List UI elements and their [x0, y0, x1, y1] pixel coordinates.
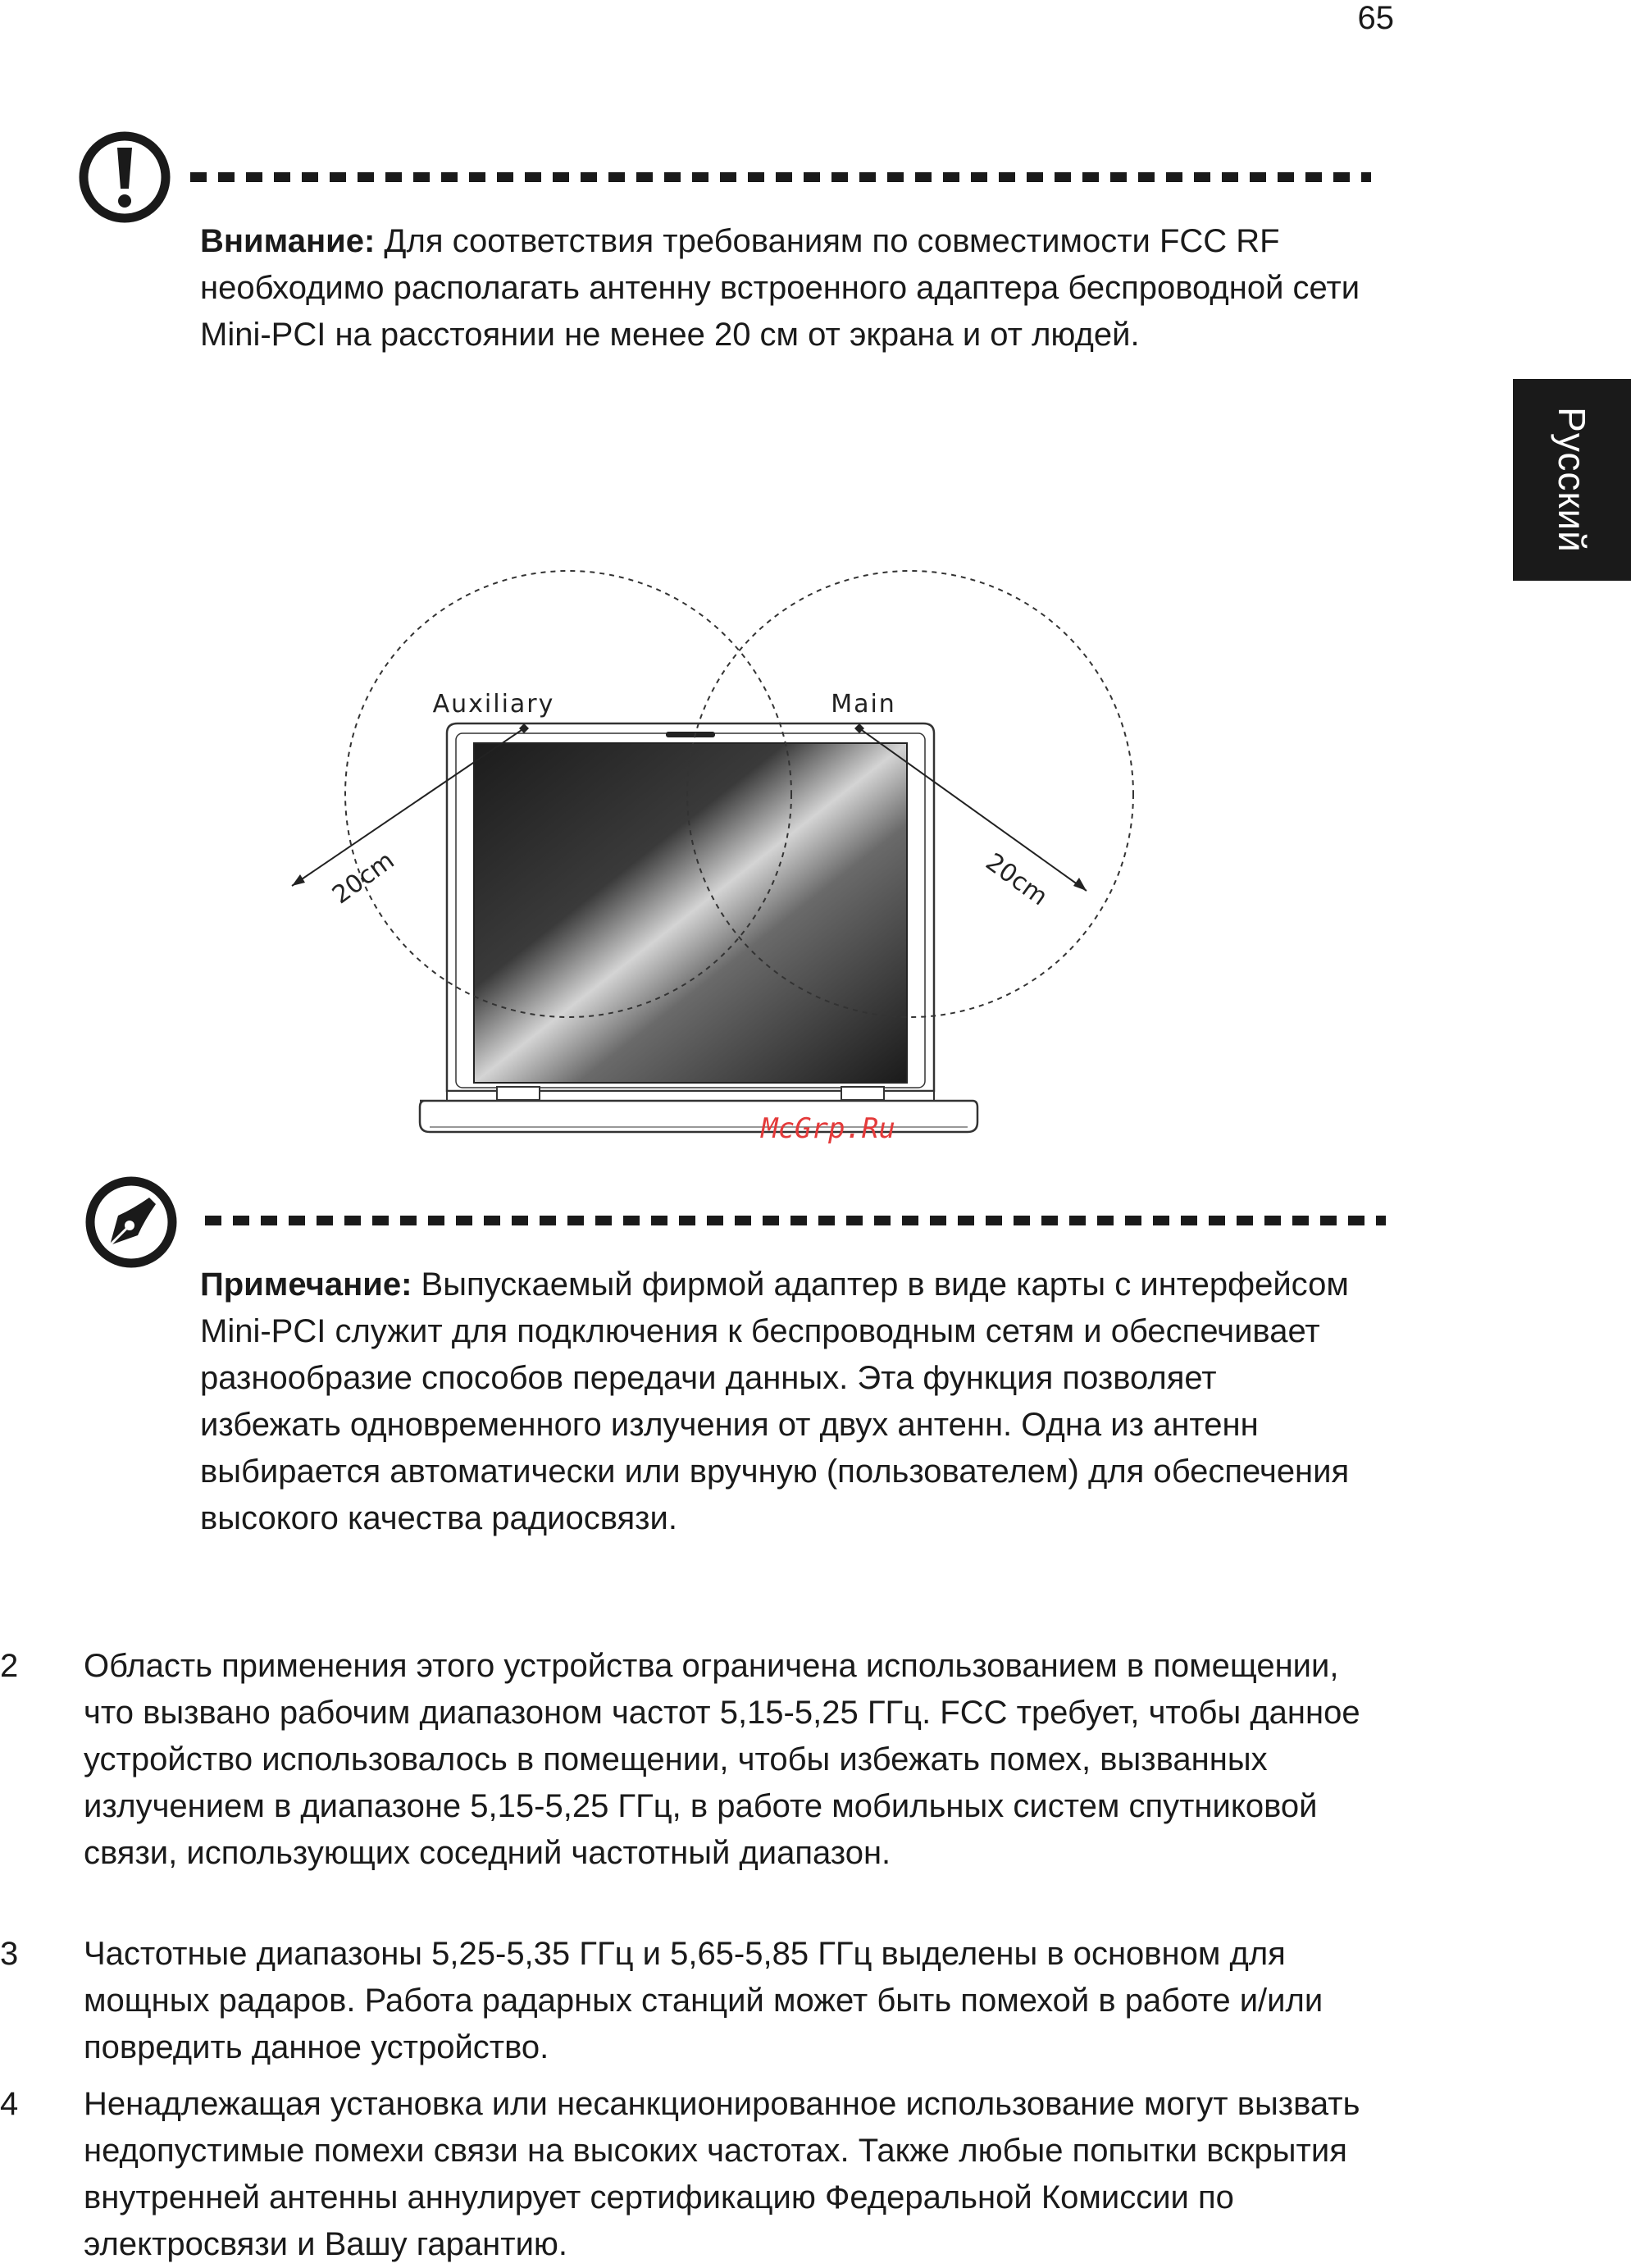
list-item-text: Область применения этого устройства ограничена использованием в помещении, что вызвано рабочим диапазоном частот 5,15-5,25 ГГц. FCC требует, чтобы данное устройство использовалось в помещении, чтобы избежать помех, вызванных излучением в диапазоне 5,15-5,25 ГГц, в работе мобильных систем спутниковой связи, использующих соседний частотный диапазон. [84, 1648, 1360, 1871]
main-label: Main [831, 690, 896, 719]
pen-note-icon [82, 1173, 180, 1271]
page-number: 65 [1357, 0, 1394, 36]
left-hinge [497, 1087, 540, 1100]
exclamation-circle-icon [75, 128, 174, 226]
webcam [666, 732, 715, 737]
auxiliary-label: Auxiliary [432, 690, 555, 719]
watermark: McGrp.Ru [761, 1112, 895, 1145]
laptop-screen [474, 743, 907, 1083]
warning-text: Для соответствия требованиям по совместимости FCC RF необходимо располагать антенну встроенного адаптера беспроводной сети Mini-PCI на расстоянии не менее 20 см от экрана и от людей. [200, 223, 1360, 353]
language-tab-label: Русский [1551, 407, 1593, 553]
warning-block [200, 218, 1364, 358]
list-item-number: 4 [0, 2086, 19, 2122]
note-text: Выпускаемый фирмой адаптер в виде карты с интерфейсом Mini-PCI служит для подключения к беспроводным сетям и обеспечивает разнообразие способов передачи данных. Эта функция позволяет избежать одновременного излучения от двух антенн. Одна из антенн выбирается автоматически или вручную (пользователем) для обеспечения высокого качества радиосвязи. [200, 1266, 1350, 1536]
list-item-number: 2 [0, 1648, 19, 1684]
list-item-text: Ненадлежащая установка или несанкционированное использование могут вызвать недопустимые помехи связи на высоких частотах. Также любые попытки вскрытия внутренней антенны аннулирует сертификацию Федеральной Комиссии по электросвязи и Вашу гарантию. [84, 2086, 1360, 2262]
list-item-text: Частотные диапазоны 5,25-5,35 ГГц и 5,65-5,85 ГГц выделены в основном для мощных радаров. Работа радарных станций может быть помехой в работе и/или повредить данное устройство. [84, 1936, 1323, 2065]
warning-divider [190, 172, 1371, 182]
note-block [200, 1262, 1364, 1542]
note-heading: Примечание: [200, 1266, 412, 1303]
left-distance-label: 20cm [327, 846, 400, 910]
note-divider [205, 1216, 1386, 1225]
warning-heading: Внимание: [200, 223, 376, 259]
right-distance-label: 20cm [980, 847, 1053, 912]
language-tab [1513, 379, 1631, 581]
list-item-number: 3 [0, 1936, 19, 1972]
antenna-diagram [230, 435, 1164, 1173]
right-hinge [841, 1087, 884, 1100]
